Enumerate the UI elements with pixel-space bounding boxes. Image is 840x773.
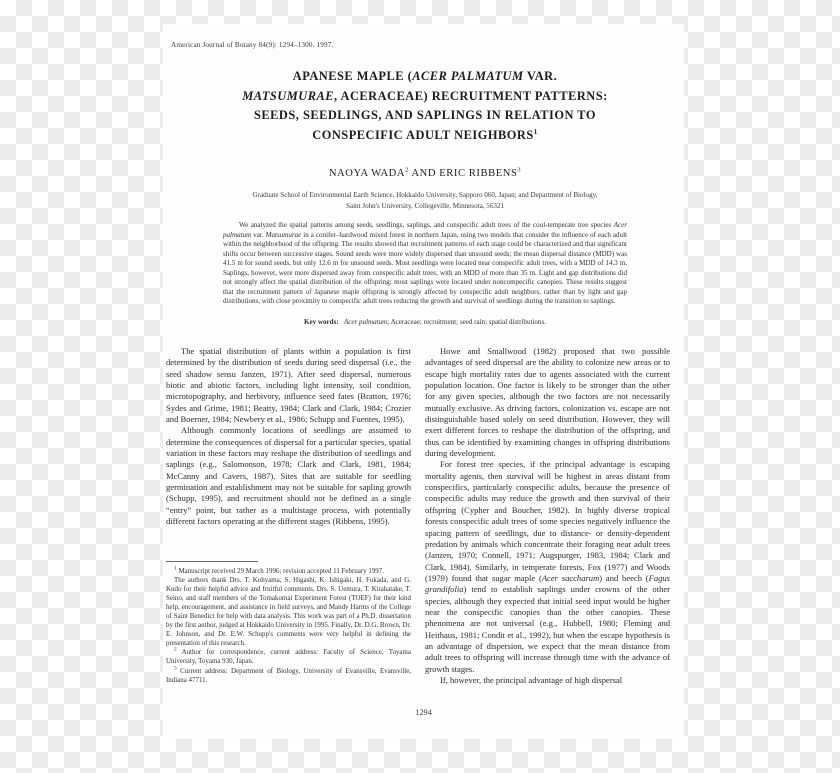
title-species-1: ACER PALMATUM bbox=[412, 69, 524, 83]
affiliation-line-2: Saint John's University, Collegeville, Minnesota, 56321 bbox=[345, 202, 505, 210]
document-page bbox=[163, 24, 684, 739]
footnote-text: Current address: Department of Biology, University of Evansville, Evansville, Indiana 47711. bbox=[166, 666, 412, 684]
author-list bbox=[221, 168, 629, 179]
paragraph: Howe and Smallwood (1982) proposed that two possible advantages of seed dispersal are the ability to colonize new areas or to escape high mortality rates due to agents associated with the current population location. One factor is likely to be stronger than the other for any given species, although the two factors are not necessarily mutually exclusive. As driving factors, colonization vs. escape are not distinguishable based solely on seed distribution. However, they will exert different forces to reshape the distribution of the offspring, and thus can be identified by examining changes in offspring distributions during development. bbox=[425, 346, 670, 459]
footnote-block bbox=[166, 567, 411, 685]
footnote-marker: 3 bbox=[174, 665, 177, 672]
paragraph: The spatial distribution of plants within a population is first determined by the distribution of seeds during seed dispersal (i.e., the seed shadow sensu Janzen, 1971). After seed dispersal, numerous biotic and abiotic factors, including light intensity, soil condition, microtopography, and herbivory, influence seed fates (Bratton, 1976; Sydes and Grime, 1981; Beatty, 1984; Clark and Clark, 1984; Crozier and Boerner, 1984; Newbery et al., 1986; Schupp and Fuentes, 1995). bbox=[166, 346, 411, 425]
title-text-1: APANESE MAPLE ( bbox=[292, 69, 413, 83]
paragraph: Although commonly locations of seedlings are assumed to determine the consequences of dispersal for a particular species, spatial variation in these factors may reshape the distribution of seedlings and saplings (e.g., Salomonson, 1978; Clark and Clark, 1981, 1984; McCanny and Cavers, 1987). Sites that are suitable for seedling germination and establishment may not be suitable for sapling growth (Schupp, 1995), and recruitment should not be defined as a single “entry” point, but rather as a multistage process, with potentially different factors operating at the different stages (Ribbens, 1995). bbox=[166, 425, 411, 527]
footnote-item bbox=[166, 567, 411, 576]
title-variety: MATSUMURAE bbox=[242, 88, 334, 103]
footnote-separator-rule bbox=[166, 561, 258, 562]
footnote-item bbox=[166, 667, 411, 685]
keywords-list: ; Aceraceae; recruitment; seed rain; spatial distributions. bbox=[387, 318, 546, 326]
title-text-4: CONSPECIFIC ADULT NEIGHBORS bbox=[312, 127, 534, 142]
author-footnote-marker-2: 3 bbox=[517, 166, 522, 174]
affiliation-line-1: Graduate School of Environmental Earth Science, Hokkaido University, Sapporo 060, Japan; and Department of Biology, bbox=[252, 191, 598, 199]
title-text-1b: VAR. bbox=[523, 69, 558, 83]
footnote-marker: 2 bbox=[174, 647, 177, 654]
page-number: 1294 bbox=[415, 708, 432, 717]
footnote-marker: 1 bbox=[174, 565, 177, 572]
author-name-2: ERIC RIBBENS bbox=[439, 168, 518, 179]
footnote-text: Author for correspondence, current address: Faculty of Science, Toyama University, Toyama 930, Japan. bbox=[166, 648, 411, 666]
article-title bbox=[221, 67, 629, 145]
title-line-3: SEEDS, SEEDLINGS, AND SAPLINGS IN RELATION TO bbox=[253, 108, 596, 122]
title-line-1 bbox=[221, 67, 629, 87]
footnote-item bbox=[166, 648, 411, 666]
title-footnote-marker: 1 bbox=[533, 127, 538, 136]
abstract bbox=[223, 221, 627, 307]
title-line-2 bbox=[221, 87, 629, 107]
body-column-right bbox=[425, 346, 670, 686]
journal-running-head: American Journal of Botany 84(9): 1294–1300. 1997. bbox=[171, 41, 334, 49]
paragraph: For forest tree species, if the principal advantage is escaping mortality agents, then survival will be highest in areas distant from conspecifics, particularly conspecific adults, because the presence of conspecific adults may reduce the growth and then survival of their offspring (Cypher and Boucher, 1982). In highly diverse tropical forests conspecific adult trees of some species negatively influence the spacing pattern of seedlings, due to distance- or density-dependent predation by animals which concentrate their foraging near adult trees (Janzen, 1970; Connell, 1971; Augspurger, 1983, 1984; Clark and Clark, 1984). Similarly, in temperate forests, Fox (1977) and Woods (1979) found that sugar maple (Acer saccharum) and beech (Fagus grandifolia) tend to establish saplings under crowns of the other species, although they expected that initial seed input would be higher near the conspecific canopies than the other canopies. These phenomena are not universal (e.g., Hubbell, 1980; Fleming and Heithaus, 1981; Condit et al., 1992), but when the escape hypothesis is an advantage of dispersion, we expect that the mean distance from adult trees to offspring will increase through time with the advance of growth stages. bbox=[425, 459, 671, 674]
author-footnote-marker-1: 2 bbox=[405, 166, 409, 174]
keywords-label: Key words: bbox=[304, 318, 339, 326]
keywords bbox=[223, 318, 627, 328]
abstract-text: We analyzed the spatial patterns among seeds, seedlings, saplings, and conspecific adult trees of the cool-temperate tree species Acer palmatum var. Matsumurae in a conifer–hardwood mixed forest in northern Japan, using two models that consider the influence of each adult within the neighborhood of the offspring. The results showed that recruitment patterns of each stage could be characterized and that significant shifts occur between successive stages. Sound seeds were more widely dispersed than unsound seeds; the mean dispersal distance (MDD) was 41.5 m for sound seeds, but only 12.6 m for unsound seeds. Most seedlings were located near conspecific adult trees, with a MDD of 14.3 m. Saplings, however, were more dispersed away from conspecific adult trees, with an MDD of more than 35 m. Light and gap distributions did not strongly affect the spatial distribution of the offspring; most saplings were located under noncompecific canopies. These results suggest that the recruitment pattern of Japanese maple offspring is strongly affected by conspecific adult neighbors, rather than by light and gap distributions, with close proximity to conspecific adult trees reducing the growth and survival of seedlings during the transition to saplings. bbox=[223, 221, 627, 306]
title-line-4 bbox=[221, 126, 629, 146]
footnote-text: Manuscript received 29 March 1996; revision accepted 11 February 1997. bbox=[178, 567, 384, 575]
author-affiliation bbox=[215, 190, 635, 212]
author-conjunction: AND bbox=[408, 168, 440, 179]
footnote-item bbox=[166, 576, 411, 648]
author-name-1: NAOYA WADA bbox=[328, 168, 406, 179]
body-column-left bbox=[166, 346, 411, 528]
footnote-text: The authors thank Drs. T. Kohyama, S. Higashi, K. Ishigaki, H. Fukada, and G. Kudo for their helpful advice and fruitful comments, Drs. S. Uemura, T. Kitahatake, T. Seino, and staff members of the Tomakomai Experiment Forest (TOEF) for their kind help, encouragement, and assistance in field surveys, and Mandy Harms of the College of Saint Benedict for help with data analysis. This work was part of a Ph.D. dissertation by the first author, judged at Hokkaido University in 1995. Finally, Dr. D.G. Brown, Dr. E. Johnson, and Dr. E.W. Schupp's comments were very helpful in defining the presentation of this research. bbox=[166, 576, 411, 648]
paragraph: If, however, the principal advantage of high dispersal bbox=[440, 674, 623, 685]
keywords-species: Acer palmatum bbox=[343, 318, 388, 326]
title-text-2: , ACERACEAE) RECRUITMENT PATTERNS: bbox=[333, 88, 608, 103]
